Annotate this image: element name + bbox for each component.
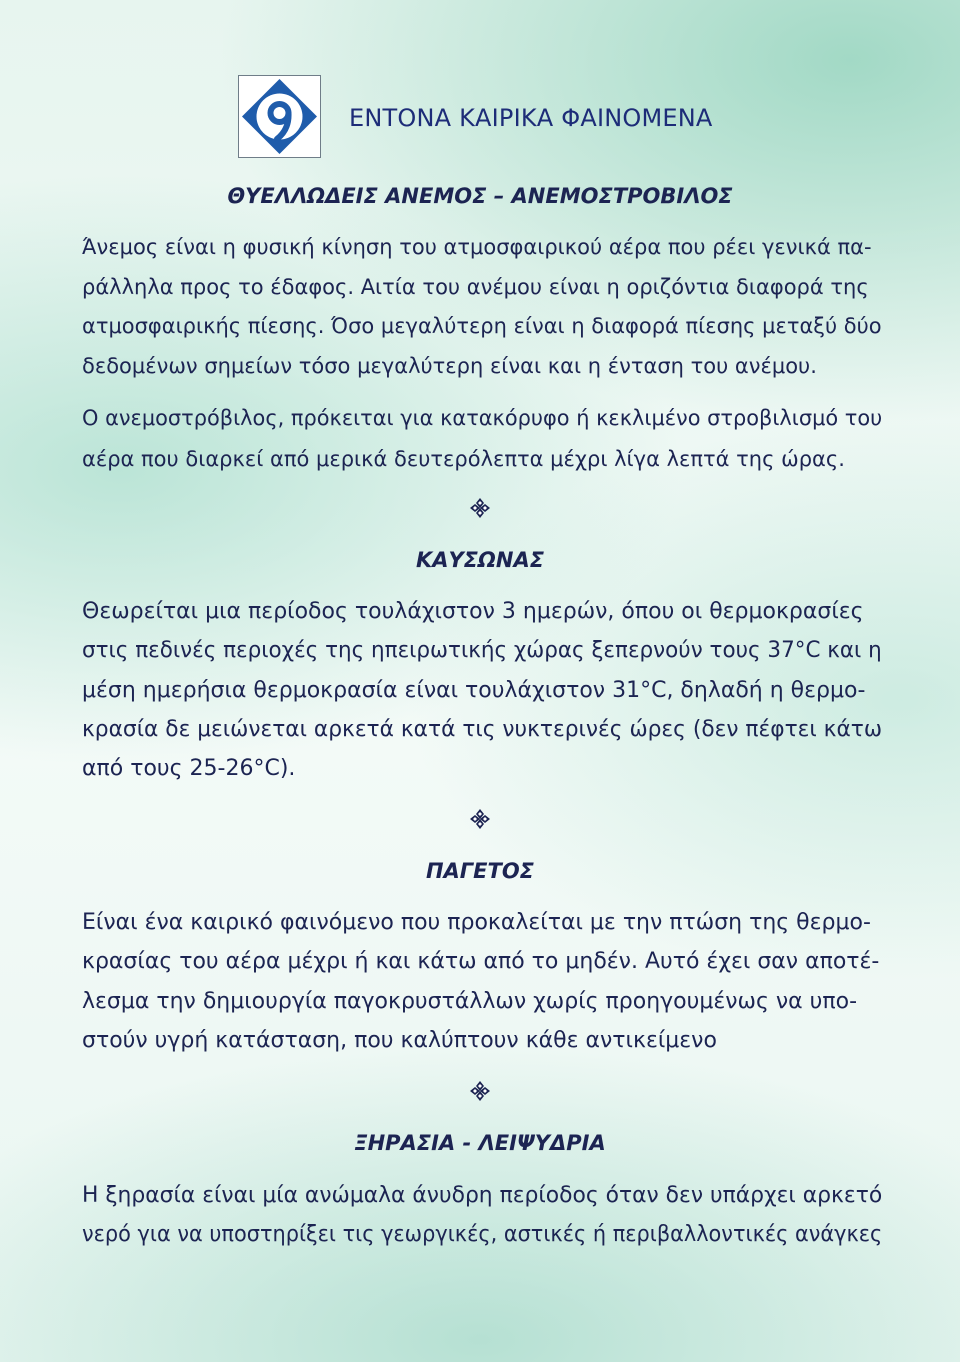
paragraph-frost — [82, 903, 882, 1060]
text-line: αέρα που διαρκεί από μερικά δευτερόλεπτα μέχρι λίγα λεπτά της ώρας. — [82, 447, 845, 471]
text-line: στις πεδινές περιοχές της ηπειρωτικής χώρας ξεπερνούν τους 37°C και η — [82, 638, 882, 664]
text-line: Θεωρείται μια περίοδος τουλάχιστον 3 ημερών, όπου οι θερμοκρασίες — [82, 599, 864, 624]
text-line: κρασία δε μειώνεται αρκετά κατά τις νυκτερινές ώρες (δεν πέφτει κάτω — [82, 716, 883, 742]
text-line: Είναι ένα καιρικό φαινόμενο που προκαλείται με την πτώση της θερμο- — [82, 910, 871, 935]
section-title-frost: ΠΑΓΕΤΟΣ — [425, 859, 535, 883]
text-line: Ο ανεμοστρόβιλος, πρόκειται για κατακόρυφο ή κεκλιμένο στροβιλισμό του — [82, 406, 883, 430]
paragraph-drought — [82, 1176, 882, 1255]
section-title-drought: ΞΗΡΑΣΙΑ - ΛΕΙΨΥΔΡΙΑ — [354, 1131, 606, 1155]
text-line: νερό για να υποστηρίξει τις γεωργικές, αστικές ή περιβαλλοντικές ανάγκες — [82, 1222, 883, 1248]
four-diamond-ornament-icon — [469, 1080, 491, 1102]
text-line: Άνεμος είναι η φυσική κίνηση του ατμοσφαιρικού αέρα που ρέει γενικά πα- — [82, 235, 872, 259]
paragraph-heatwave — [82, 592, 882, 788]
text-line: ράλληλα προς το έδαφος. Αιτία του ανέμου είναι η οριζόντια διαφορά της — [82, 274, 869, 299]
four-diamond-ornament-icon — [469, 497, 491, 519]
text-line: ατμοσφαιρικής πίεσης. Όσο μεγαλύτερη είναι η διαφορά πίεσης μεταξύ δύο — [82, 314, 882, 338]
section-title-heatwave: ΚΑΥΣΩΝΑΣ — [415, 548, 545, 572]
blue-cyclone-diamond-icon — [238, 75, 321, 158]
text-line: λεσμα την δημιουργία παγοκρυστάλλων χωρίς προηγουμένως να υπο- — [82, 988, 858, 1014]
paragraph-wind — [82, 228, 882, 386]
text-line: από τους 25-26°C). — [82, 756, 296, 782]
section-title-windstorm: ΘΥΕΛΛΩΔΕΙΣ ΑΝΕΜΟΣ – ΑΝΕΜΟΣΤΡΟΒΙΛΟΣ — [227, 184, 733, 208]
text-line: μέση ημερήσια θερμοκρασία είναι τουλάχιστον 31°C, δηλαδή η θερμο- — [82, 677, 866, 703]
paragraph-tornado — [82, 398, 882, 480]
text-line: κρασίας του αέρα μέχρι ή και κάτω από το μηδέν. Αυτό έχει σαν αποτέ- — [82, 949, 880, 975]
page-title: ΕΝΤΟΝΑ ΚΑΙΡΙΚΑ ΦΑΙΝΟΜΕΝΑ — [349, 104, 713, 132]
four-diamond-ornament-icon — [469, 808, 491, 830]
text-line: Η ξηρασία είναι μία ανώμαλα άνυδρη περίοδος όταν δεν υπάρχει αρκετό — [82, 1183, 883, 1208]
text-line: δεδομένων σημείων τόσο μεγαλύτερη είναι και η ένταση του ανέμου. — [82, 353, 817, 378]
text-line: στούν υγρή κατάσταση, που καλύπτουν κάθε αντικείμενο — [82, 1027, 717, 1053]
